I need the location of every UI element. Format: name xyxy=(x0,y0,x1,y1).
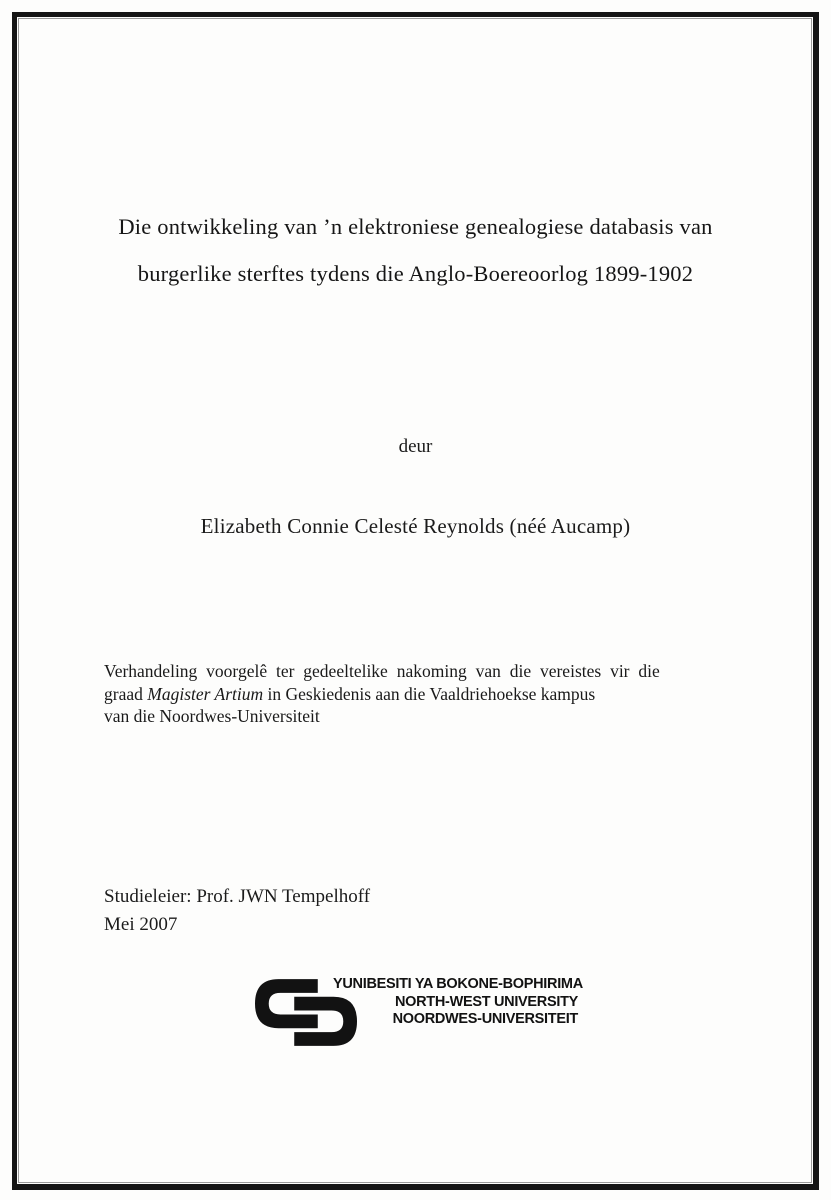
submission-line2-suffix: in Geskiedenis aan die Vaaldriehoekse kampus xyxy=(263,683,596,704)
submission-line2 xyxy=(104,683,754,706)
author-name: Elizabeth Connie Celesté Reynolds (néé Aucamp) xyxy=(200,514,631,538)
date-line: Mei 2007 xyxy=(104,913,178,935)
thesis-title-line2: burgerlike sterftes tydens die Anglo-Boereoorlog 1899-1902 xyxy=(137,261,694,286)
degree-name: Magister Artium xyxy=(147,683,264,704)
nwu-logo xyxy=(255,975,585,1055)
logo-text-setswana: YUNIBESITI YA BOKONE-BOPHIRIMA xyxy=(333,976,583,992)
submission-line1: Verhandeling voorgelê ter gedeeltelike nakoming van die vereistes vir die xyxy=(104,661,660,681)
supervisor-block xyxy=(104,883,370,938)
supervisor-line: Studieleier: Prof. JWN Tempelhoff xyxy=(104,886,371,907)
logo-text-afrikaans: NOORDWES-UNIVERSITEIT xyxy=(392,1011,578,1028)
logo-text-english: NORTH-WEST UNIVERSITY xyxy=(394,993,578,1010)
thesis-title xyxy=(60,203,771,297)
submission-line2-prefix: graad xyxy=(104,683,148,704)
nwu-logo-text xyxy=(333,976,583,1029)
thesis-title-line1: Die ontwikkeling van ’n elektroniese genealogiese databasis van xyxy=(118,214,713,239)
byline-deur: deur xyxy=(398,436,433,457)
submission-line3: van die Noordwes-Universiteit xyxy=(104,706,320,727)
submission-statement xyxy=(104,660,754,728)
